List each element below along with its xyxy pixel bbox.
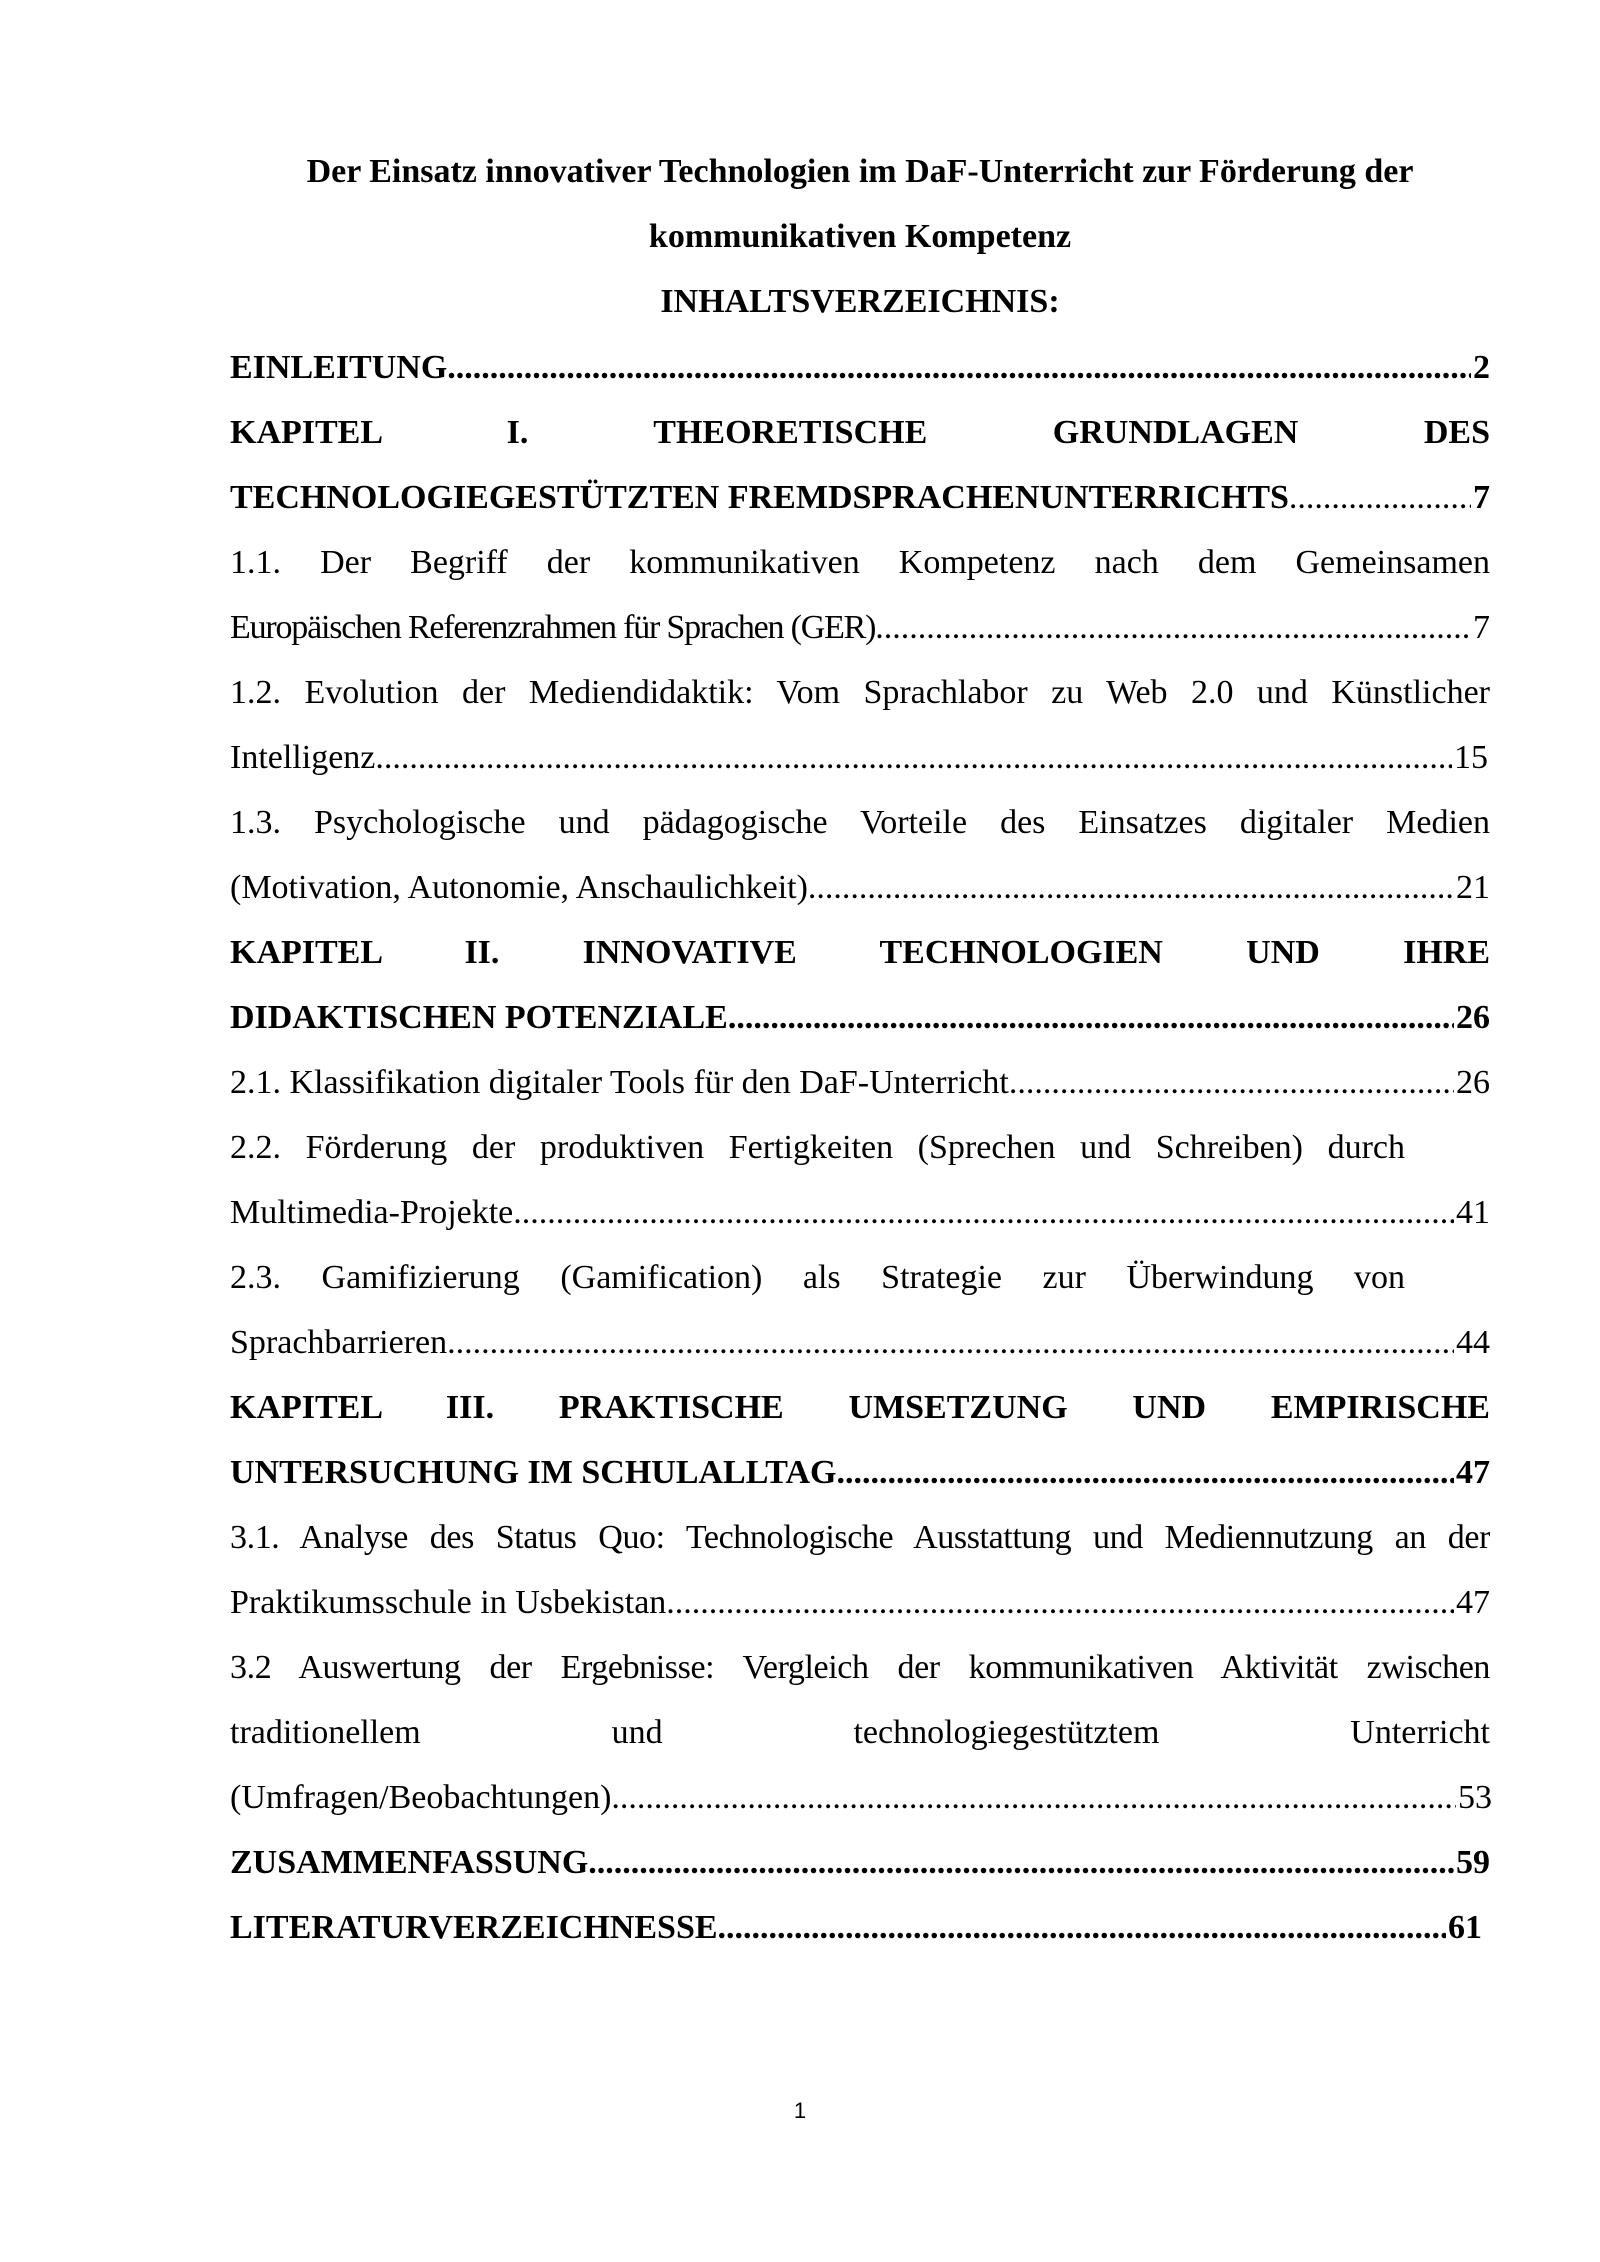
dot-leader <box>836 1440 1454 1505</box>
toc-page-number: 44 <box>1456 1324 1490 1361</box>
dot-leader <box>666 1570 1454 1635</box>
toc-entry-3-2-line-1: 3.2 Auswertung der Ergebnisse: Vergleich der kommunikativen Aktivität zwischen <box>230 1649 1490 1686</box>
toc-entry-kapitel-2-line-1: KAPITEL II. INNOVATIVE TECHNOLOGIEN UND IHRE <box>230 934 1490 971</box>
toc-entry-text: (Motivation, Autonomie, Anschaulichkeit) <box>230 869 808 906</box>
toc-entry-3-1-line-2 <box>230 1570 1490 1635</box>
toc-heading: INHALTSVERZEICHNIS: <box>660 283 1060 320</box>
toc-entry-2-2-line-2 <box>230 1180 1490 1245</box>
toc-entry-text: EINLEITUNG <box>230 349 448 386</box>
toc-entry-3-1-line-1: 3.1. Analyse des Status Quo: Technologische Ausstattung und Mediennutzung an der <box>230 1519 1490 1556</box>
document-title-line-2: kommunikativen Kompetenz <box>648 218 1072 255</box>
toc-page-number: 59 <box>1456 1844 1490 1881</box>
toc-page-number: 7 <box>1473 479 1490 516</box>
toc-page-number: 21 <box>1456 869 1490 906</box>
toc-entry-text: ZUSAMMENFASSUNG <box>230 1844 589 1881</box>
toc-page-number: 61 <box>1448 1909 1482 1946</box>
toc-entry-kapitel-1-line-2 <box>230 465 1490 530</box>
dot-leader <box>808 855 1454 920</box>
toc-entry-1-3-line-1: 1.3. Psychologische und pädagogische Vorteile des Einsatzes digitaler Medien <box>230 804 1490 841</box>
toc-page-number: 15 <box>1454 739 1488 776</box>
toc-page-number: 7 <box>1473 609 1490 646</box>
toc-entry-1-2-line-2 <box>230 725 1488 790</box>
toc-entry-text: DIDAKTISCHEN POTENZIALE <box>230 999 728 1036</box>
toc-entry-2-3-line-2 <box>230 1310 1490 1375</box>
toc-entry-kapitel-2-line-2 <box>230 985 1490 1050</box>
toc-entry-text: Praktikumsschule in Usbekistan <box>230 1584 667 1621</box>
toc-entry-text: Sprachbarrieren <box>230 1324 448 1361</box>
toc-page-number: 53 <box>1458 1779 1492 1816</box>
toc-entry-text: LITERATURVERZEICHNESSE <box>230 1909 718 1946</box>
page-number: 1 <box>793 2098 807 2123</box>
toc-entry-einleitung <box>230 335 1490 400</box>
toc-page-number: 26 <box>1456 999 1490 1036</box>
toc-entry-kapitel-3-line-1: KAPITEL III. PRAKTISCHE UMSETZUNG UND EMPIRISCHE <box>230 1389 1490 1426</box>
toc-entry-text: TECHNOLOGIEGESTÜTZTEN FREMDSPRACHENUNTERRICHTS <box>230 479 1289 516</box>
toc-page-number: 2 <box>1473 349 1490 386</box>
toc-entry-1-1-line-1: 1.1. Der Begriff der kommunikativen Kompetenz nach dem Gemeinsamen <box>230 544 1490 581</box>
dot-leader <box>728 985 1454 1050</box>
toc-entry-2-3-line-1: 2.3. Gamifizierung (Gamification) als Strategie zur Überwindung von <box>230 1259 1405 1296</box>
toc-entry-kapitel-1-line-1: KAPITEL I. THEORETISCHE GRUNDLAGEN DES <box>230 414 1490 451</box>
toc-page-number: 26 <box>1456 1064 1490 1101</box>
dot-leader <box>1289 465 1471 530</box>
toc-entry-text: Multimedia-Projekte <box>230 1194 514 1231</box>
dot-leader <box>588 1830 1454 1895</box>
toc-entry-3-2-line-3 <box>230 1765 1492 1830</box>
toc-entry-literaturverzeichnis <box>230 1895 1482 1960</box>
toc-entry-1-2-line-1: 1.2. Evolution der Mediendidaktik: Vom Sprachlabor zu Web 2.0 und Künstlicher <box>230 674 1490 711</box>
toc-entry-kapitel-3-line-2 <box>230 1440 1490 1505</box>
toc-entry-text: (Umfragen/Beobachtungen) <box>230 1779 612 1816</box>
dot-leader <box>718 1895 1446 1960</box>
dot-leader <box>447 335 1471 400</box>
toc-entry-zusammenfassung <box>230 1830 1490 1895</box>
dot-leader <box>513 1180 1454 1245</box>
dot-leader <box>375 725 1452 790</box>
toc-entry-text: 2.1. Klassifikation digitaler Tools für den DaF-Unterricht <box>230 1064 1009 1101</box>
toc-entry-1-3-line-2 <box>230 855 1490 920</box>
document-title-line-1: Der Einsatz innovativer Technologien im DaF-Unterricht zur Förderung der <box>306 153 1414 190</box>
toc-entry-text: UNTERSUCHUNG IM SCHULALLTAG <box>230 1454 837 1491</box>
table-of-contents <box>230 335 1490 1960</box>
toc-entry-3-2-line-2: traditionellem und technologiegestütztem Unterricht <box>230 1714 1490 1751</box>
toc-entry-2-1 <box>230 1050 1490 1115</box>
toc-entry-2-2-line-1: 2.2. Förderung der produktiven Fertigkeiten (Sprechen und Schreiben) durch <box>230 1129 1405 1166</box>
toc-entry-1-1-line-2 <box>230 595 1490 660</box>
dot-leader <box>611 1765 1456 1830</box>
toc-page-number: 47 <box>1456 1584 1490 1621</box>
dot-leader <box>1009 1050 1454 1115</box>
toc-page-number: 41 <box>1456 1194 1490 1231</box>
toc-entry-text: Intelligenz <box>230 739 376 776</box>
toc-entry-text: Europäischen Referenzrahmen für Sprachen (GER) <box>230 609 876 646</box>
dot-leader <box>875 595 1471 660</box>
dot-leader <box>447 1310 1454 1375</box>
toc-page-number: 47 <box>1456 1454 1490 1491</box>
